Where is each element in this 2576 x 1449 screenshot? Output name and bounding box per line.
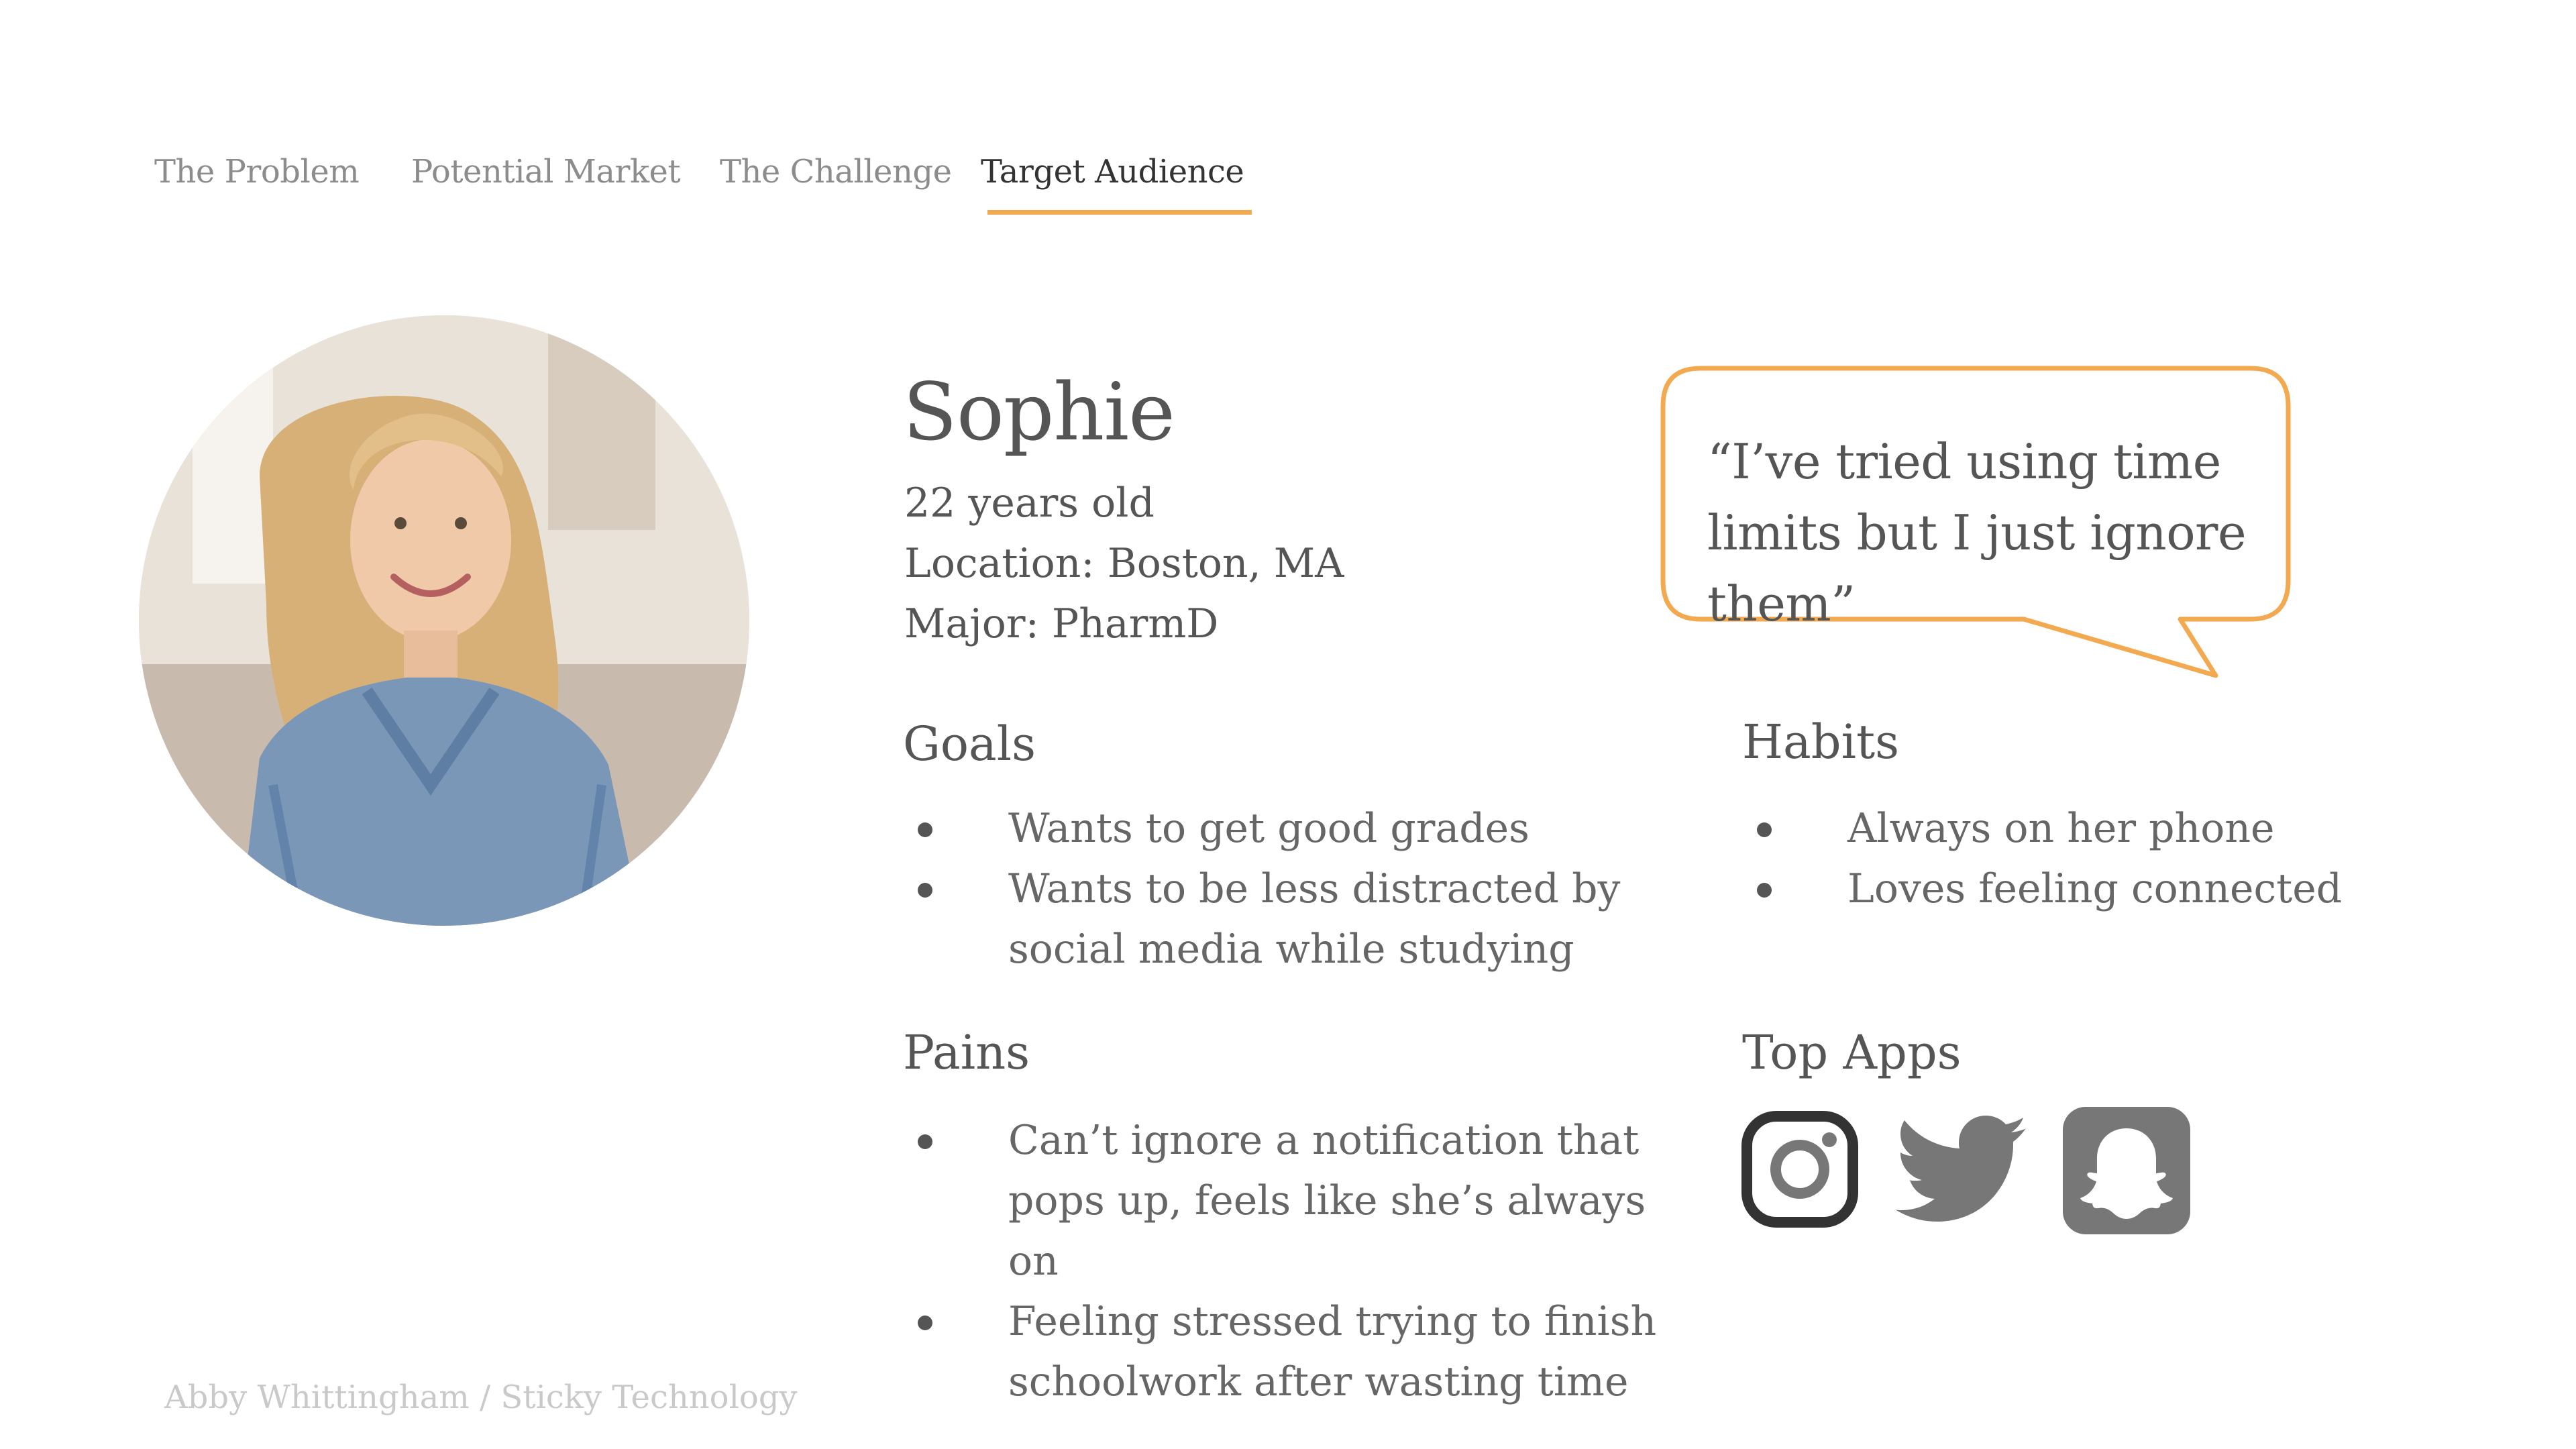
persona-location: Location: Boston, MA xyxy=(904,540,1344,587)
goals-list xyxy=(903,798,1674,979)
habits-list xyxy=(1742,798,2413,919)
habits-title: Habits xyxy=(1742,714,1900,769)
tab-target-audience[interactable]: Target Audience xyxy=(981,153,1244,191)
pains-list xyxy=(903,1110,1674,1412)
top-navigation xyxy=(0,153,2576,233)
persona-age: 22 years old xyxy=(904,480,1155,527)
persona-name: Sophie xyxy=(903,366,1175,458)
persona-quote: “I’ve tried using time limits but I just ignore them” xyxy=(1707,433,2247,632)
top-apps-title: Top Apps xyxy=(1742,1025,1962,1080)
pain-item: Feeling stressed trying to finish schoolwork after wasting time xyxy=(903,1291,1674,1412)
quote-speech-bubble xyxy=(1660,366,2291,681)
twitter-icon xyxy=(1895,1116,2027,1223)
goal-item: Wants to get good grades xyxy=(903,798,1674,859)
tab-the-challenge[interactable]: The Challenge xyxy=(720,153,952,191)
persona-major: Major: PharmD xyxy=(904,600,1219,647)
habit-item: Always on her phone xyxy=(1742,798,2413,859)
persona-photo xyxy=(139,315,749,926)
snapchat-icon xyxy=(2063,1107,2190,1234)
persona-photo-illustration xyxy=(139,315,749,926)
pain-item: Can’t ignore a notification that pops up, feels like she’s always on xyxy=(903,1110,1674,1291)
persona-details xyxy=(904,473,1344,654)
goal-item: Wants to be less distracted by social media while studying xyxy=(903,859,1674,979)
habit-item: Loves feeling connected xyxy=(1742,859,2413,919)
goals-title: Goals xyxy=(903,716,1036,771)
tab-the-problem[interactable]: The Problem xyxy=(154,153,360,191)
footer-credit: Abby Whittingham / Sticky Technology xyxy=(164,1379,798,1416)
pains-title: Pains xyxy=(903,1025,1030,1080)
instagram-icon xyxy=(1741,1110,1859,1228)
tab-potential-market[interactable]: Potential Market xyxy=(411,153,681,191)
